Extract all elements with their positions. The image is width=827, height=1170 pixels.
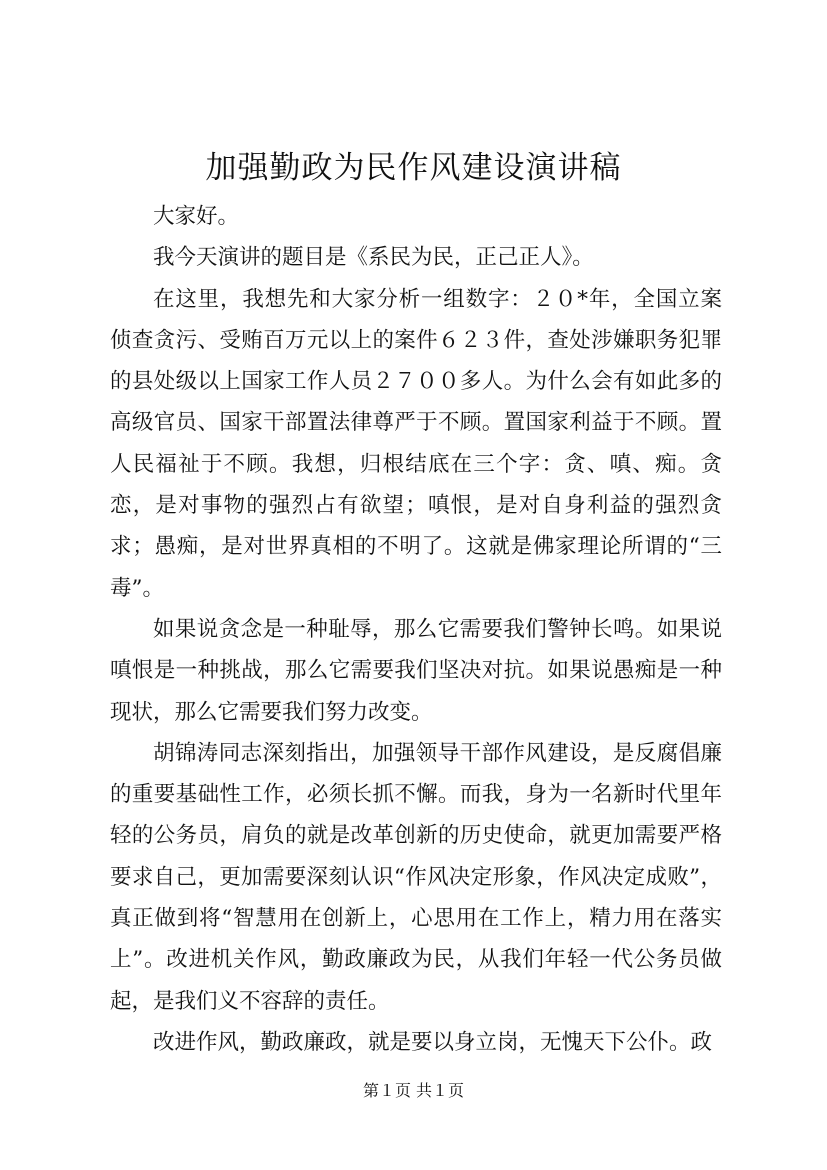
- page-number-footer: 第１页 共１页: [362, 1081, 465, 1100]
- paragraph-statistics: 在这里，我想先和大家分析一组数字：２０*年，全国立案侦查贪污、受贿百万元以上的案件６２３件，查处涉嫌职务犯罪的县处级以上国家工作人员２７００多人。为什么会有如此多的高级官员、国家干部置法律尊严于不顾。置国家利益于不顾。置人民福祉于不顾。我想，归根结底在三个字：贪、嗔、痴。贪恋，是对事物的强烈占有欲望；嗔恨，是对自身利益的强烈贪求；愚痴，是对世界真相的不明了。这就是佛家理论所谓的“三毒”。: [110, 286, 722, 601]
- document-title: 加强勤政为民作风建设演讲稿: [205, 150, 622, 186]
- paragraph-three-poisons: 如果说贪念是一种耻辱，那么它需要我们警钟长鸣。如果说嗔恨是一种挑战，那么它需要我们坚决对抗。如果说愚痴是一种现状，那么它需要我们努力改变。: [110, 616, 722, 725]
- paragraph-diligence: 改进作风，勤政廉政，就是要以身立岗，无愧天下公仆。政: [153, 1029, 713, 1055]
- paragraph-topic: 我今天演讲的题目是《系民为民，正己正人》。: [153, 245, 594, 271]
- paragraph-greeting: 大家好。: [153, 204, 240, 229]
- paragraph-work-style: 胡锦涛同志深刻指出，加强领导干部作风建设，是反腐倡廉的重要基础性工作，必须长抓不懈。而我，身为一名新时代里年轻的公务员，肩负的就是改革创新的历史使命，就更加需要严格要求自己，更加需要深刻认识“作风决定形象，作风决定成败”，真正做到将“智慧用在创新上，心思用在工作上，精力用在落实上”。改进机关作风，勤政廉政为民，从我们年轻一代公务员做起，是我们义不容辞的责任。: [110, 740, 722, 1014]
- document-body: [110, 196, 722, 1063]
